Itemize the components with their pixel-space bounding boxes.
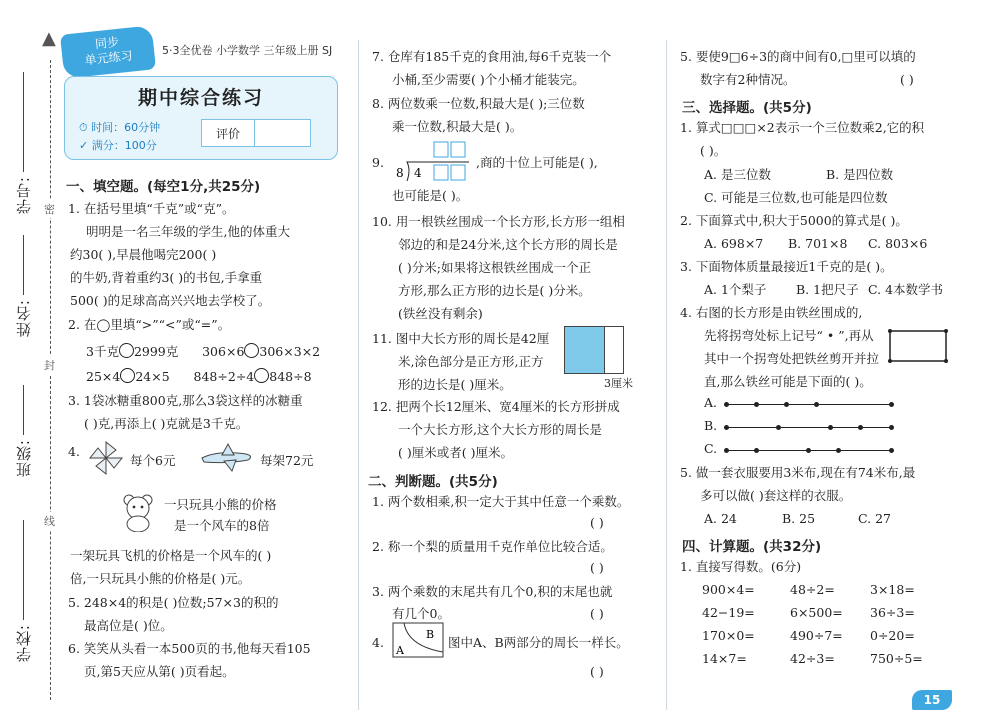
mc1-text: 1. 算式□□□×2表示一个三位数乘2,它的积 — [680, 120, 925, 135]
q2-expr: 306×6 — [202, 344, 245, 359]
q4-number: 4. — [68, 444, 80, 459]
calc-item[interactable]: 3×18= — [870, 582, 915, 597]
q9-number: 9. — [372, 155, 384, 170]
bear-note-line: 是一个风车的8倍 — [174, 518, 270, 533]
calc-item[interactable]: 170×0= — [702, 628, 755, 643]
class-line — [23, 385, 24, 435]
mc2-option-a[interactable]: A. 698×7 — [704, 236, 764, 251]
wire-option-b — [724, 427, 892, 428]
wire-option-a — [724, 404, 892, 405]
q2-text: 2. 在◯里填“>”“<”或“=”。 — [68, 317, 231, 332]
mc4-line: 直,那么铁丝可能是下面的( )。 — [704, 374, 872, 389]
time-text: 时间：60分钟 — [91, 121, 161, 134]
calc-item[interactable]: 42−19= — [702, 605, 755, 620]
q12-line: 一个大长方形,这个大长方形的周长是 — [398, 422, 602, 437]
dividend-box[interactable] — [451, 165, 465, 180]
q11-line: 形的边长是( )厘米。 — [398, 377, 512, 392]
class-field[interactable] — [12, 385, 34, 477]
tf3-line: 有几个0。 — [392, 606, 450, 621]
mc5-option-b[interactable]: B. 25 — [782, 511, 816, 526]
time-limit: ⏱ 时间：60分钟 — [79, 121, 161, 134]
title-card — [64, 76, 338, 160]
rocket-icon: ▲ — [42, 28, 56, 49]
ab-region-figure — [392, 622, 444, 658]
region-a-label: A — [396, 644, 404, 657]
sync-badge — [60, 25, 156, 78]
q11-text: 11. 图中大长方形的周长是42厘 — [372, 331, 550, 346]
school-line — [23, 520, 24, 620]
q12-line: ( )厘米或者( )厘米。 — [398, 445, 513, 460]
section-true-false: 二、判断题。(共5分) — [368, 474, 498, 490]
q1-text: 1. 在括号里填“千克”或“克”。 — [68, 201, 235, 216]
bear-note-line: 一只玩具小熊的价格 — [164, 497, 277, 512]
teddy-bear-icon — [120, 492, 156, 532]
section-fill-blank: 一、填空题。(每空1分,共25分) — [66, 179, 261, 195]
q2-row-2 — [86, 368, 312, 385]
mc4-line: 其中一个拐弯处把铁丝剪开并拉 — [704, 351, 880, 366]
mc5-text: 5. 做一套衣服要用3米布,现在有74米布,最 — [680, 465, 916, 480]
section-choice: 三、选择题。(共5分) — [682, 100, 812, 116]
compare-circle[interactable] — [254, 368, 269, 383]
mc3-text: 3. 下面物体质量最接近1千克的是( )。 — [680, 259, 893, 274]
calc-instruction: 1. 直接写得数。(6分) — [680, 559, 802, 574]
mc4-option-b[interactable]: B. — [704, 418, 718, 433]
tf1-text: 1. 两个数相乘,积一定大于其中任意一个乘数。 — [372, 494, 630, 509]
mc1-line: ( )。 — [700, 143, 727, 158]
mc3-option-a[interactable]: A. 1个梨子 — [704, 282, 767, 297]
dividend-box[interactable] — [434, 165, 448, 180]
q2-expr: 25×4 — [86, 369, 121, 384]
q10-line: (铁丝没有剩余) — [398, 306, 483, 321]
calc-item[interactable]: 14×7= — [702, 651, 747, 666]
q2-expr: 3千克 — [86, 344, 119, 359]
tf2-answer[interactable]: ( ) — [590, 560, 604, 575]
name-line — [23, 235, 24, 295]
q12-text: 12. 把两个长12厘米、宽4厘米的长方形拼成 — [372, 399, 620, 414]
tf5-answer[interactable]: ( ) — [900, 72, 914, 87]
binding-margin — [0, 0, 58, 726]
mc3-option-c[interactable]: C. 4本数学书 — [868, 282, 944, 297]
q4-line: 倍,一只玩具小熊的价格是( )元。 — [70, 571, 251, 586]
compare-circle[interactable] — [119, 343, 134, 358]
student-id-field[interactable] — [12, 72, 34, 214]
badge-line-2: 单元练习 — [84, 48, 134, 68]
q1-line: 500( )的足球高高兴兴地去学校了。 — [70, 293, 271, 308]
binding-tag-feng: 封 — [44, 356, 55, 374]
q5-text: 5. 248×4的积是( )位数;57×3的积的 — [68, 595, 279, 610]
tf5-text: 5. 要使9□6÷3的商中间有0,□里可以填的 — [680, 49, 916, 64]
pinwheel-price: 每个6元 — [130, 453, 176, 468]
mc3-option-b[interactable]: B. 1把尺子 — [796, 282, 859, 297]
tf4-text: 图中A、B两部分的周长一样长。 — [448, 635, 629, 650]
q10-line: 邻边的和是24分米,这个长方形的周长是 — [398, 237, 618, 252]
school-label: 学校: — [14, 624, 33, 663]
tf3-answer[interactable]: ( ) — [590, 606, 604, 621]
q1-line: 的牛奶,背着重约3( )的书包,手拿重 — [70, 270, 263, 285]
pinwheel-icon — [86, 438, 126, 478]
page-number: 15 — [912, 690, 952, 710]
full-score: ✓ 满分：100分 — [79, 139, 157, 152]
tf3-text: 3. 两个乘数的末尾共有几个0,积的末尾也就 — [372, 584, 613, 599]
mc5-option-c[interactable]: C. 27 — [858, 511, 891, 526]
q4-line: 一架玩具飞机的价格是一个风车的( ) — [70, 548, 272, 563]
unshaded-strip — [604, 326, 624, 374]
mc5-line: 多可以做( )套这样的衣服。 — [700, 488, 852, 503]
calc-item[interactable]: 6×500= — [790, 605, 843, 620]
name-field[interactable] — [12, 235, 34, 337]
airplane-price: 每架72元 — [260, 453, 314, 468]
airplane-icon — [198, 440, 256, 474]
score-text: 满分：100分 — [91, 139, 157, 152]
q2-expr: 24×5 — [135, 369, 170, 384]
q10-line: ( )分米;如果将这根铁丝围成一个正 — [398, 260, 591, 275]
exam-header — [62, 30, 340, 160]
student-id-line — [23, 72, 24, 172]
mc1-option-b[interactable]: B. 是四位数 — [826, 167, 894, 182]
q5-line: 最高位是( )位。 — [84, 618, 173, 633]
badge-line-1: 同步 — [94, 34, 120, 52]
quotient-box[interactable] — [434, 142, 448, 157]
binding-dashed-line — [50, 60, 51, 700]
calc-item[interactable]: 490÷7= — [790, 628, 843, 643]
mc2-text: 2. 下面算式中,积大于5000的算式是( )。 — [680, 213, 908, 228]
section-calculation: 四、计算题。(共32分) — [682, 539, 822, 555]
page-title: 期中综合练习 — [137, 87, 264, 109]
student-id-label: 学号: — [14, 176, 33, 215]
compare-circle[interactable] — [120, 368, 135, 383]
calc-item[interactable]: 0÷20= — [870, 628, 915, 643]
mc2-option-c[interactable]: C. 803×6 — [868, 236, 928, 251]
q2-expr: 2999克 — [133, 344, 179, 359]
strip-width-label: 3厘米 — [604, 377, 633, 390]
column-divider — [666, 40, 667, 710]
q9-text: ,商的十位上可能是( ), — [476, 155, 598, 170]
q1-line: 明明是一名三年级的学生,他的体重大 — [86, 224, 290, 239]
class-label: 班级: — [14, 439, 33, 478]
q8-line: 乘一位数,积最大是( )。 — [392, 119, 523, 134]
q3-line: ( )克,再添上( )克就是3千克。 — [84, 416, 249, 431]
compare-circle[interactable] — [244, 343, 259, 358]
binding-tag-xian: 线 — [44, 512, 55, 530]
q7-line: 小桶,至少需要( )个小桶才能装完。 — [392, 72, 585, 87]
q1-line: 约30( ),早晨他喝完200( ) — [70, 247, 217, 262]
calc-item[interactable]: 750÷5= — [870, 651, 923, 666]
q2-row-1 — [86, 343, 320, 360]
long-division-figure — [394, 140, 474, 184]
tf1-answer[interactable]: ( ) — [590, 515, 604, 530]
q6-text: 6. 笑笑从头看一本500页的书,他每天看105 — [68, 641, 311, 656]
q2-expr: 848÷8 — [269, 369, 312, 384]
mc4-line: 先将拐弯处标上记号“ • ”,再从 — [704, 328, 874, 343]
mc1-option-a[interactable]: A. 是三位数 — [704, 167, 771, 182]
tf5-line: 数字有2种情况。 — [700, 72, 796, 87]
mc1-option-c[interactable]: C. 可能是三位数,也可能是四位数 — [704, 190, 888, 205]
wire-rectangle-figure — [886, 327, 950, 365]
evaluation-box — [201, 119, 311, 147]
evaluation-label: 评价 — [202, 120, 255, 146]
calc-item[interactable]: 42÷3= — [790, 651, 835, 666]
shaded-square — [564, 326, 606, 374]
region-b-label: B — [426, 628, 435, 641]
q10-line: 方形,那么正方形的边长是( )分米。 — [398, 283, 591, 298]
q2-expr: 306×3×2 — [259, 344, 321, 359]
q8-text: 8. 两位数乘一位数,积最大是( );三位数 — [372, 96, 585, 111]
name-label: 姓名: — [14, 299, 33, 338]
calc-item[interactable]: 48÷2= — [790, 582, 835, 597]
q6-line: 页,第5天应从第( )页看起。 — [84, 664, 235, 679]
mc5-option-a[interactable]: A. 24 — [704, 511, 737, 526]
q11-line: 米,涂色部分是正方形,正方 — [398, 354, 544, 369]
q10-text: 10. 用一根铁丝围成一个长方形,长方形一组相 — [372, 214, 625, 229]
tf4-answer[interactable]: ( ) — [590, 664, 604, 679]
dividend-digit: 4 — [414, 166, 422, 180]
binding-tag-mi: 密 — [44, 200, 55, 218]
quotient-box[interactable] — [451, 142, 465, 157]
divisor: 8 — [396, 166, 404, 180]
calc-item[interactable]: 900×4= — [702, 582, 755, 597]
q3-text: 3. 1袋冰糖重800克,那么3袋这样的冰糖重 — [68, 393, 303, 408]
mc2-option-b[interactable]: B. 701×8 — [788, 236, 848, 251]
q2-expr: 848÷2÷4 — [193, 369, 255, 384]
mc4-option-c[interactable]: C. — [704, 441, 718, 456]
tf4-number: 4. — [372, 635, 384, 650]
wire-option-c — [724, 450, 892, 451]
school-field[interactable] — [12, 520, 34, 662]
series-label: 5·3全优卷 小学数学 三年级上册 SJ — [162, 44, 333, 57]
q9-line: 也可能是( )。 — [392, 188, 469, 203]
q7-text: 7. 仓库有185千克的食用油,每6千克装一个 — [372, 49, 612, 64]
column-divider — [358, 40, 359, 710]
mc4-text: 4. 右图的长方形是由铁丝围成的, — [680, 305, 863, 320]
tf2-text: 2. 称一个梨的质量用千克作单位比较合适。 — [372, 539, 613, 554]
mc4-option-a[interactable]: A. — [704, 395, 718, 410]
calc-item[interactable]: 36÷3= — [870, 605, 915, 620]
